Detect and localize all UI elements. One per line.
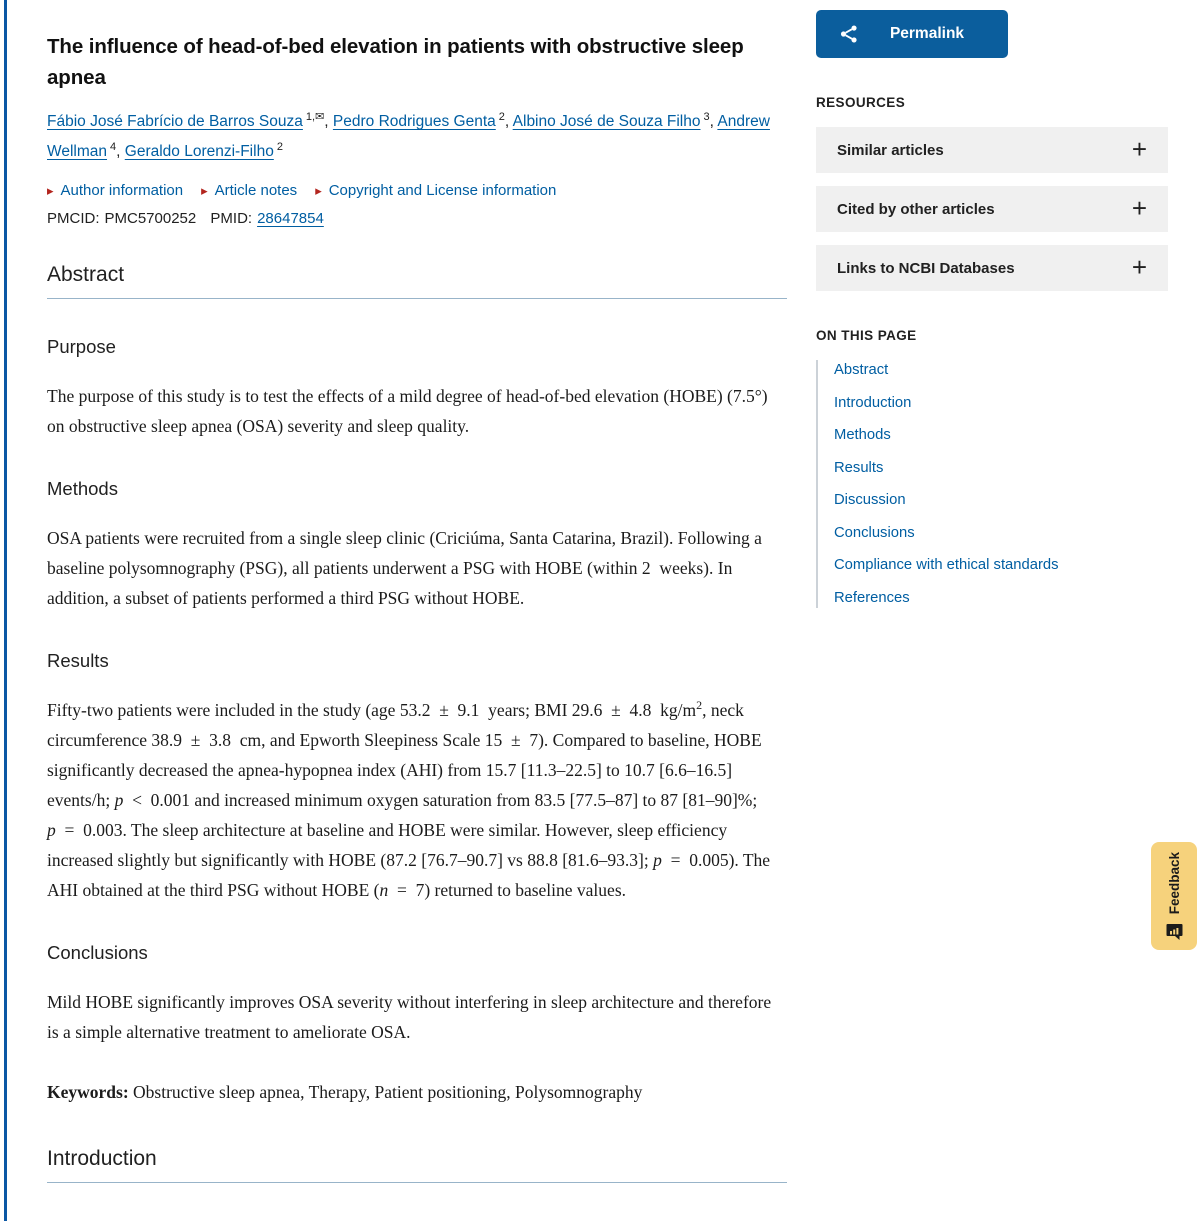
- resources-heading: RESOURCES: [816, 95, 906, 110]
- author-affiliation-sup: 4: [110, 140, 117, 153]
- introduction-heading: Introduction: [47, 1147, 787, 1183]
- article-notes-label: Article notes: [214, 182, 298, 199]
- disclosure-triangle-icon: ▸: [315, 183, 322, 198]
- methods-paragraph: OSA patients were recruited from a single sleep clinic (Criciúma, Santa Catarina, Brazil). Following a baseline polysomnography (PSG), all patients underwent a PSG with HOBE (within 2 weeks). In addition, a subset of patients performed a third PSG without HOBE.: [47, 528, 762, 608]
- pmcid-value: PMC5700252: [104, 210, 197, 227]
- nav-link-compliance[interactable]: Compliance with ethical standards: [834, 557, 1059, 573]
- article-info-links: [47, 182, 787, 199]
- methods-heading: Methods: [47, 478, 118, 499]
- ncbi-links-label: Links to NCBI Databases: [837, 259, 1015, 277]
- nav-link-methods[interactable]: Methods: [834, 427, 891, 443]
- disclosure-triangle-icon: ▸: [201, 183, 208, 198]
- author-affiliation-sup: 1,✉: [305, 110, 325, 123]
- right-sidebar: [816, 0, 1168, 608]
- similar-articles-label: Similar articles: [837, 141, 944, 159]
- copyright-license-label: Copyright and License information: [328, 182, 557, 199]
- cited-by-accordion[interactable]: [816, 186, 1168, 232]
- article-ids: [47, 210, 787, 227]
- author-link[interactable]: Geraldo Lorenzi-Filho: [124, 143, 274, 160]
- author: [332, 110, 513, 130]
- nav-link-introduction[interactable]: Introduction: [834, 394, 912, 411]
- on-this-page-heading: ON THIS PAGE: [816, 328, 917, 343]
- nav-link-results[interactable]: Results: [834, 459, 884, 476]
- pmcid-label: PMCID:: [47, 210, 100, 227]
- author-separator: ,: [504, 113, 513, 130]
- share-icon: [838, 23, 860, 45]
- ncbi-links-accordion[interactable]: [816, 245, 1168, 291]
- author-separator: ,: [709, 113, 718, 130]
- author-separator: ,: [324, 113, 333, 130]
- plus-icon: +: [1131, 134, 1147, 164]
- nav-link-conclusions[interactable]: Conclusions: [834, 524, 915, 541]
- nav-link-references[interactable]: References: [834, 589, 910, 606]
- resources-accordion: [816, 127, 1168, 291]
- author-link[interactable]: Fábio José Fabrício de Barros Souza: [47, 113, 303, 130]
- author-information-label: Author information: [60, 182, 184, 199]
- pmid-label: PMID:: [210, 210, 253, 227]
- abstract-heading: Abstract: [47, 263, 787, 299]
- permalink-button[interactable]: [816, 10, 1008, 58]
- purpose-heading: Purpose: [47, 336, 116, 357]
- author: [47, 110, 333, 130]
- purpose-paragraph: The purpose of this study is to test the effects of a mild degree of head-of-bed elevation (HOBE) (7.5°) on obstructive sleep apnea (OSA) severity and sleep quality.: [47, 386, 768, 436]
- author: [124, 140, 283, 160]
- on-this-page-nav: [816, 360, 1168, 608]
- author-link[interactable]: Pedro Rodrigues Genta: [332, 113, 496, 130]
- pmid-link[interactable]: 28647854: [257, 210, 324, 227]
- similar-articles-accordion[interactable]: [816, 127, 1168, 173]
- author: [512, 110, 718, 130]
- nav-link-discussion[interactable]: Discussion: [834, 492, 906, 508]
- results-heading: Results: [47, 650, 109, 671]
- plus-icon: +: [1131, 193, 1147, 223]
- author-affiliation-sup: 2: [276, 140, 283, 153]
- article-notes-toggle[interactable]: [201, 182, 297, 199]
- nav-link-abstract[interactable]: Abstract: [834, 362, 889, 378]
- conclusions-paragraph: Mild HOBE significantly improves OSA severity without interfering in sleep architecture and therefore is a simple alternative treatment to ameliorate OSA.: [47, 992, 772, 1042]
- author-link[interactable]: Andrew Wellman: [47, 113, 770, 160]
- author-list: [47, 107, 787, 167]
- page-left-accent-bar: [4, 0, 7, 1221]
- copyright-license-toggle[interactable]: [315, 182, 556, 199]
- feedback-label: Feedback: [1166, 851, 1182, 915]
- permalink-label: Permalink: [889, 25, 965, 42]
- article-main-column: [47, 0, 787, 1183]
- author-affiliation-sup: 3: [703, 110, 710, 123]
- disclosure-triangle-icon: ▸: [47, 183, 54, 198]
- author-separator: ,: [116, 143, 125, 160]
- keywords-line: Keywords: Obstructive sleep apnea, Therapy, Patient positioning, Polysomnography: [47, 1082, 643, 1102]
- author-link[interactable]: Albino José de Souza Filho: [512, 113, 701, 130]
- author-affiliation-sup: 2: [498, 110, 505, 123]
- plus-icon: +: [1131, 252, 1147, 282]
- article-title: The influence of head-of-bed elevation in patients with obstructive sleep apnea: [47, 35, 744, 89]
- conclusions-heading: Conclusions: [47, 942, 148, 963]
- author-information-toggle[interactable]: [47, 182, 183, 199]
- feedback-tab[interactable]: [1151, 842, 1197, 950]
- results-paragraph: Fifty-two patients were included in the study (age 53.2 ± 9.1 years; BMI 29.6 ± 4.8 $kg/m^2$, neck circumference 38.9 ± 3.8 cm, and Epworth Sleepiness Scale 15 ± 7). Compared to baseline, HOBE significantly decreased the apnea-hypopnea index (AHI) from 15.7 [11.3–22.5] to 10.7 [6.6–16.5] events/h; p < 0.001 and increased minimum oxygen saturation from 83.5 [77.5–87] to 87 [81–90]%; p = 0.003. The sleep architecture at baseline and HOBE were similar. However, sleep efficiency increased slightly but significantly with HOBE (87.2 [76.7–90.7] vs 88.8 [81.6–93.3]; p = 0.005). The AHI obtained at the third PSG without HOBE (n = 7) returned to baseline values.: [47, 698, 771, 900]
- feedback-bubble-icon: [1166, 923, 1183, 940]
- cited-by-label: Cited by other articles: [837, 200, 995, 218]
